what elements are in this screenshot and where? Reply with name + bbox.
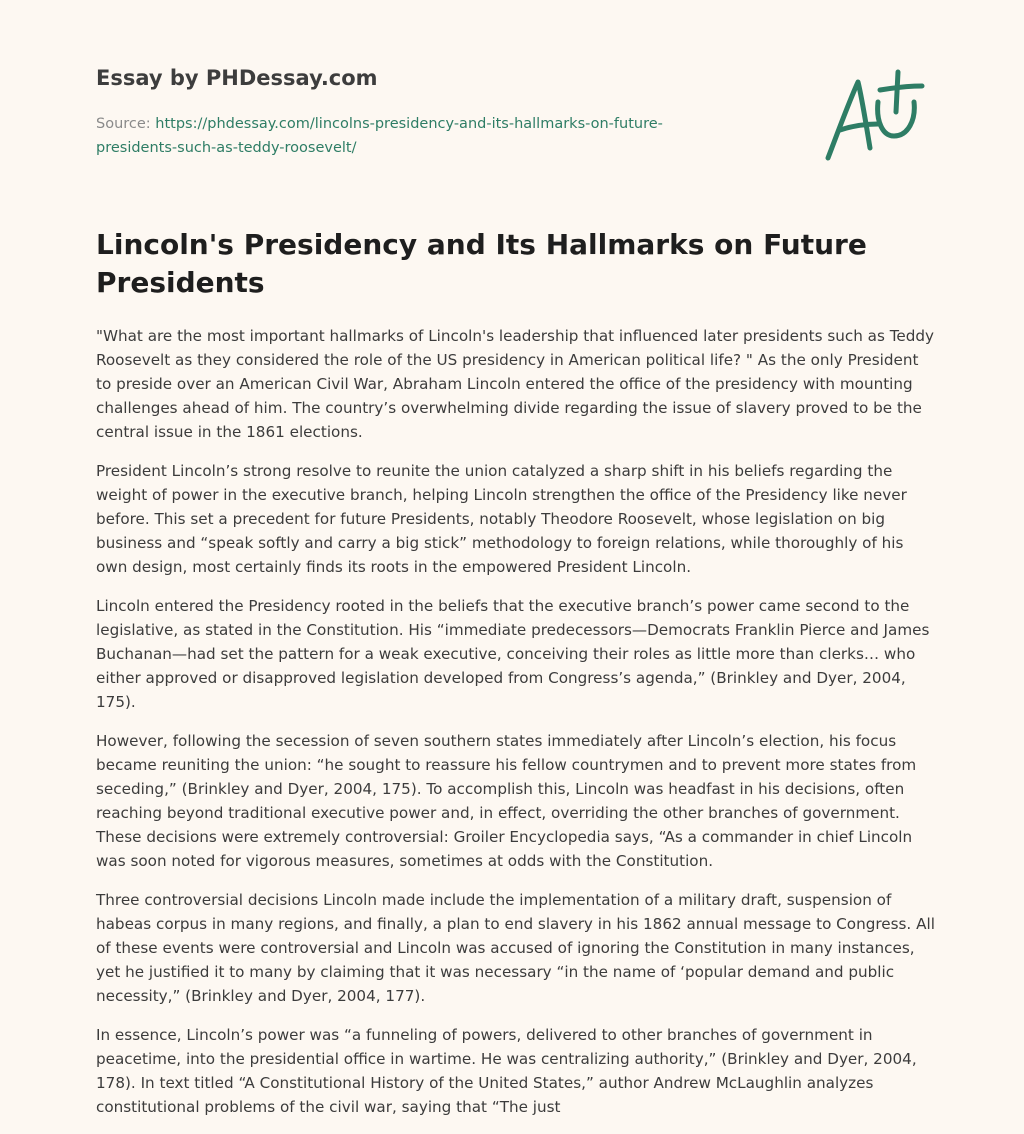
essay-paragraph: However, following the secession of seven southern states immediately after Lincoln’s election, his focus became reuniting the union: “he sought to reassure his fellow countrymen and to prevent more states from seceding,” (Brinkley and Dyer, 2004, 175). To accomplish this, Lincoln was headfast in his decisions, often reaching beyond traditional executive power and, in effect, overriding the other branches of government. These decisions were extremely controversial: Groiler Encyclopedia says, “As a commander in chief Lincoln was soon noted for vigorous measures, sometimes at odds with the Constitution. (96, 732, 917, 870)
essay-title: Lincoln's Presidency and Its Hallmarks on Future Presidents (96, 228, 867, 299)
source-line (96, 112, 736, 160)
essay-paragraph: Three controversial decisions Lincoln made include the implementation of a military draft, suspension of habeas corpus in many regions, and finally, a plan to end slavery in his 1862 annual message to Congress. All of these events were controversial and Lincoln was accused of ignoring the Constitution in many instances, yet he justified it to many by claiming that it was necessary “in the name of ‘popular demand and public necessity,” (Brinkley and Dyer, 2004, 177). (96, 891, 935, 1005)
a-plus-grade-icon (818, 66, 930, 166)
essay-paragraph: In essence, Lincoln’s power was “a funneling of powers, delivered to other branches of government in peacetime, into the presidential office in wartime. He was centralizing authority,” (Brinkley and Dyer, 2004, 178). In text titled “A Constitutional History of the United States,” author Andrew McLaughlin analyzes constitutional problems of the civil war, saying that “The just (96, 1026, 917, 1116)
site-brand: Essay by PHDessay.com (96, 66, 378, 90)
essay-paragraph: President Lincoln’s strong resolve to reunite the union catalyzed a sharp shift in his beliefs regarding the weight of power in the executive branch, helping Lincoln strengthen the office of the Presidency like never before. This set a precedent for future Presidents, notably Theodore Roosevelt, whose legislation on big business and “speak softly and carry a big stick” methodology to foreign relations, while thoroughly of his own design, most certainly finds its roots in the empowered President Lincoln. (96, 462, 907, 576)
source-label: Source: (96, 116, 156, 132)
essay-paragraph: Lincoln entered the Presidency rooted in the beliefs that the executive branch’s power came second to the legislative, as stated in the Constitution. His “immediate predecessors—Democrats Franklin Pierce and James Buchanan—had set the pattern for a weak executive, conceiving their roles as little more than clerks… who either approved or disapproved legislation developed from Congress’s agenda,” (Brinkley and Dyer, 2004, 175). (96, 597, 930, 711)
source-link[interactable]: https://phdessay.com/lincolns-presidency-and-its-hallmarks-on-future-presidents-such-as-teddy-roosevelt/ (96, 116, 663, 156)
essay-paragraph: "What are the most important hallmarks of Lincoln's leadership that influenced later presidents such as Teddy Roosevelt as they considered the role of the US presidency in American political life? " As the only President to preside over an American Civil War, Abraham Lincoln entered the office of the presidency with mounting challenges ahead of him. The country’s overwhelming divide regarding the issue of slavery proved to be the central issue in the 1861 elections. (96, 327, 935, 441)
page-header (96, 64, 736, 160)
essay-body (96, 324, 936, 1134)
